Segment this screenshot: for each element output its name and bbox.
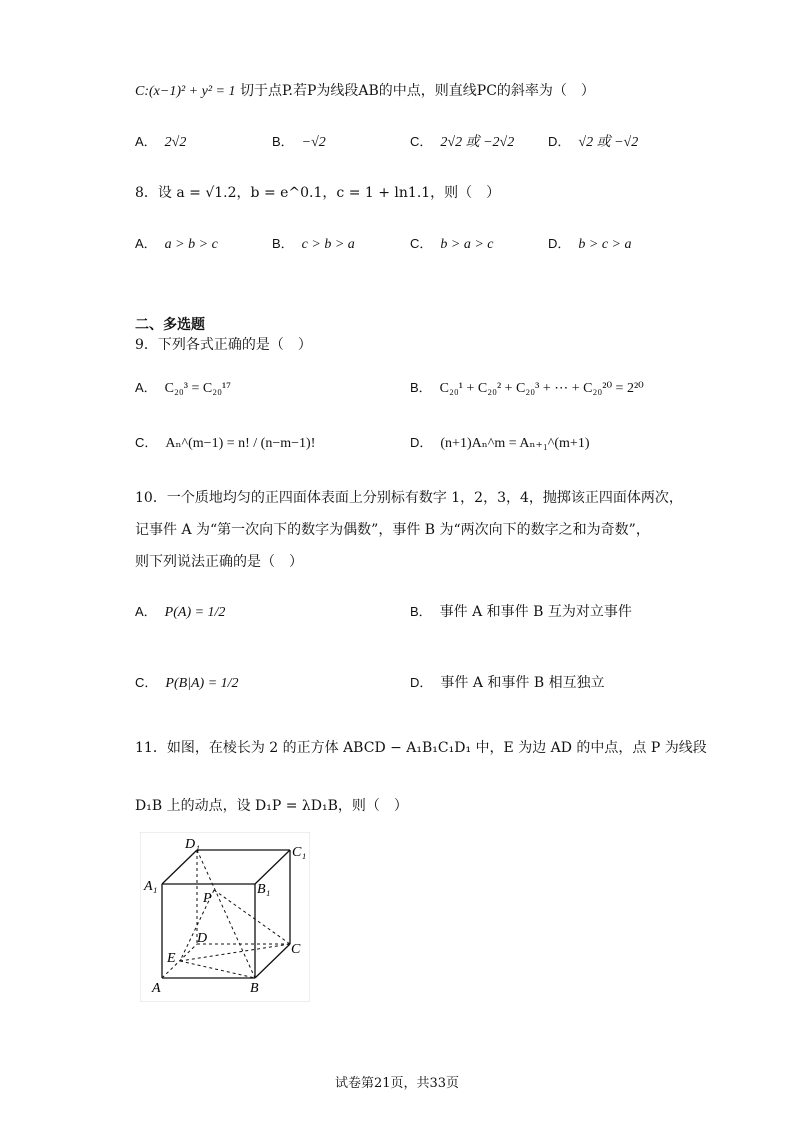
- q9-text: 下列各式正确的是（ ）: [157, 337, 312, 353]
- label-p: P: [203, 891, 212, 906]
- q10-line-2: 记事件 A 为“第一次向下的数字为偶数”，事件 B 为“两次向下的数字之和为奇数”，: [135, 522, 650, 538]
- label-d: D: [197, 931, 208, 946]
- q7-option-b[interactable]: B． −√2: [272, 134, 326, 150]
- q7-option-c[interactable]: C． 2√2 或 −2√2: [410, 134, 515, 150]
- q7-stem: [135, 80, 595, 100]
- q8-stem: 8．设 a = √1.2，b = e^0.1，c = 1 + ln1.1，则（ ）: [135, 185, 501, 201]
- label-a1: A₁: [144, 879, 158, 894]
- q8-option-b[interactable]: B． c > b > a: [272, 236, 355, 252]
- label-b1: B₁: [257, 882, 271, 897]
- label-c: C: [291, 942, 301, 957]
- label-b: B: [250, 981, 259, 996]
- q7-text: 切于点P.若P为线段AB的中点，则直线PC的斜率为（ ）: [239, 83, 595, 99]
- q10-option-a[interactable]: A． P(A) = 1/2: [135, 604, 226, 620]
- q10-line-1: 10．一个质地均匀的正四面体表面上分别标有数字 1，2，3，4，抛掷该正四面体两次，: [135, 490, 683, 506]
- q8-option-d[interactable]: D． b > c > a: [548, 236, 632, 252]
- label-c1: C₁: [292, 845, 307, 860]
- section-title-multiple-choice: 二、多选题: [135, 317, 205, 333]
- q10-option-c[interactable]: C． P(B|A) = 1/2: [135, 675, 239, 691]
- q9-option-c[interactable]: C． Aₙ^(m−1) = n! / (n−m−1)!: [135, 435, 316, 451]
- label-e: E: [167, 951, 176, 966]
- label-d1: D₁: [185, 837, 200, 852]
- q9-stem: 9．下列各式正确的是（ ）: [135, 337, 312, 353]
- cube-figure: [140, 832, 310, 1002]
- q9-option-b[interactable]: B． C₂₀¹ + C₂₀² + C₂₀³ + ⋯ + C₂₀²⁰ = 2²⁰: [410, 380, 644, 396]
- figure-frame: [140, 832, 310, 1002]
- q7-option-a[interactable]: A． 2√2: [135, 134, 187, 150]
- q9-option-a[interactable]: A． C₂₀³ = C₂₀¹⁷: [135, 380, 232, 396]
- q8-option-c[interactable]: C． b > a > c: [410, 236, 494, 252]
- q11-line-1: 11．如图，在棱长为 2 的正方体 ABCD − A₁B₁C₁D₁ 中，E 为边 AD 的中点，点 P 为线段: [135, 740, 707, 756]
- q10-line-3: 则下列说法正确的是（ ）: [135, 554, 303, 570]
- label-a: A: [152, 981, 161, 996]
- q8-option-a[interactable]: A． a > b > c: [135, 236, 218, 252]
- q8-text: 设 a = √1.2，b = e^0.1，c = 1 + ln1.1，则（ ）: [157, 185, 501, 201]
- q7-option-d[interactable]: D． √2 或 −√2: [548, 134, 639, 150]
- q10-option-b[interactable]: B． 事件 A 和事件 B 互为对立事件: [410, 604, 632, 620]
- q9-option-d[interactable]: D． (n+1)Aₙ^m = Aₙ₊₁^(m+1): [410, 435, 590, 451]
- q11-line-2: D₁B 上的动点，设 D₁P = λD₁B，则（ ）: [135, 798, 408, 814]
- q10-option-d[interactable]: D． 事件 A 和事件 B 相互独立: [410, 675, 605, 691]
- q7-circle-equation: C:(x−1)² + y² = 1: [135, 84, 236, 99]
- page-footer: 试卷第21页，共33页: [334, 1076, 460, 1091]
